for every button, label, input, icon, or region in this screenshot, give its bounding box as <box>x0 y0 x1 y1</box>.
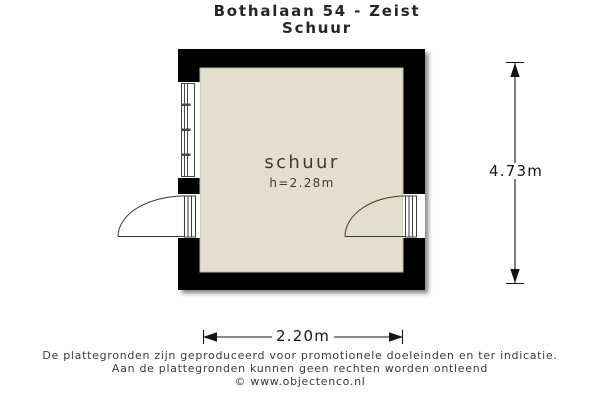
disclaimer-line-1: De plattegronden zijn geproduceerd voor promotionele doeleinden en ter indicatie. <box>42 349 558 362</box>
room-ceiling-height: h=2.28m <box>269 176 335 190</box>
title-address: Bothalaan 54 - Zeist <box>213 2 421 20</box>
arrow-down-icon <box>510 269 519 283</box>
room-label <box>264 152 339 190</box>
dimension-vertical-value: 4.73m <box>485 163 547 179</box>
room-name: schuur <box>264 152 340 173</box>
door-right-frame-icon <box>406 196 417 237</box>
door-left-frame-icon <box>185 196 196 237</box>
title-room-type: Schuur <box>282 19 352 37</box>
arrow-left-icon <box>203 332 217 341</box>
arrow-right-icon <box>389 332 403 341</box>
door-left-swing-icon <box>118 196 185 237</box>
dimension-horizontal-value: 2.20m <box>272 328 334 344</box>
disclaimer-line-2: Aan de plattegronden kunnen geen rechten worden ontleend <box>111 362 489 375</box>
arrow-up-icon <box>510 63 519 77</box>
footer-disclaimer <box>0 349 600 388</box>
copyright-line: © www.objectenco.nl <box>234 375 366 388</box>
